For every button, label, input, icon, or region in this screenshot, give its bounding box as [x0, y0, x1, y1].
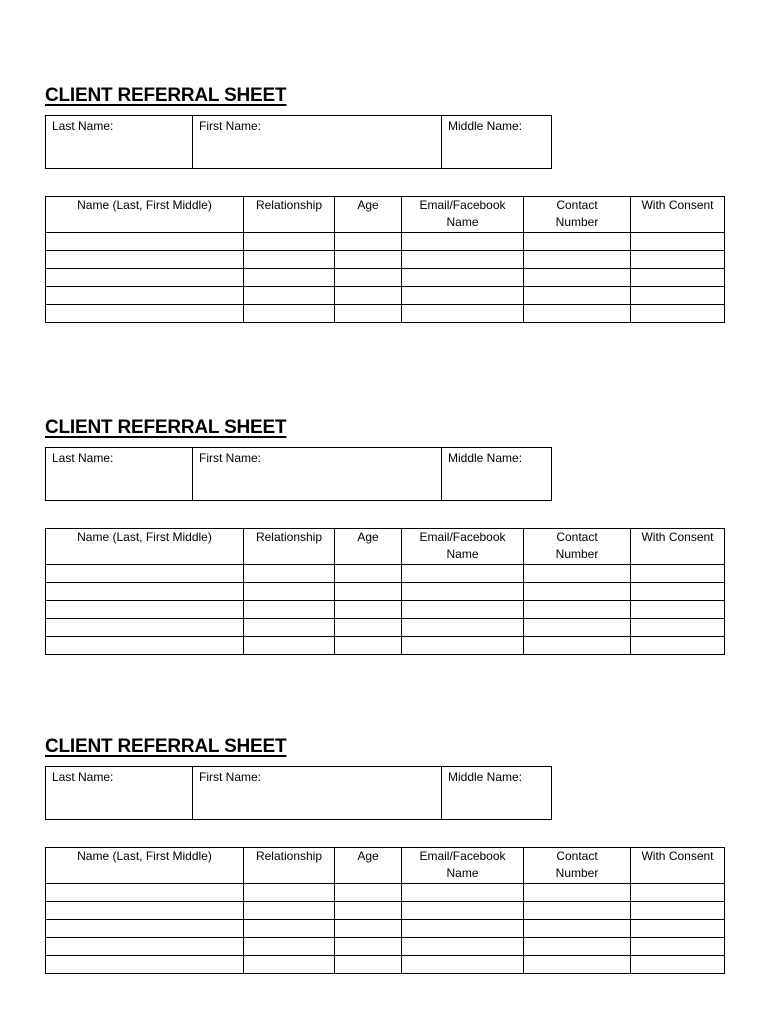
cell-contact[interactable] [524, 233, 631, 251]
cell-name[interactable] [46, 601, 244, 619]
table-row [46, 233, 725, 251]
cell-name[interactable] [46, 920, 244, 938]
referral-table [45, 196, 725, 323]
cell-contact[interactable] [524, 920, 631, 938]
cell-name[interactable] [46, 902, 244, 920]
cell-name[interactable] [46, 884, 244, 902]
col-header-relationship: Relationship [244, 197, 335, 233]
cell-consent[interactable] [631, 287, 725, 305]
cell-relationship[interactable] [244, 902, 335, 920]
cell-contact[interactable] [524, 938, 631, 956]
last-name-field[interactable] [46, 116, 193, 169]
cell-email[interactable] [402, 920, 524, 938]
cell-age[interactable] [335, 884, 402, 902]
col-header-relationship: Relationship [244, 529, 335, 565]
last-name-field[interactable] [46, 767, 193, 820]
table-row [46, 902, 725, 920]
referral-table [45, 528, 725, 655]
cell-contact[interactable] [524, 956, 631, 974]
sheet-title: CLIENT REFERRAL SHEET [45, 736, 287, 757]
cell-consent[interactable] [631, 233, 725, 251]
client-name-table [45, 447, 552, 501]
table-row [46, 938, 725, 956]
cell-contact[interactable] [524, 902, 631, 920]
cell-contact[interactable] [524, 269, 631, 287]
first-name-field[interactable] [193, 116, 442, 169]
table-row [46, 920, 725, 938]
first-name-label: First Name: [199, 119, 262, 133]
table-row [46, 583, 725, 601]
cell-relationship[interactable] [244, 565, 335, 583]
cell-relationship[interactable] [244, 938, 335, 956]
cell-email[interactable] [402, 305, 524, 323]
table-row [46, 884, 725, 902]
cell-name[interactable] [46, 233, 244, 251]
cell-age[interactable] [335, 251, 402, 269]
last-name-label: Last Name: [52, 770, 114, 784]
cell-age[interactable] [335, 619, 402, 637]
cell-contact[interactable] [524, 305, 631, 323]
col-header-contact: Contact Number [524, 848, 631, 884]
cell-email[interactable] [402, 251, 524, 269]
sheet-title: CLIENT REFERRAL SHEET [45, 417, 287, 438]
cell-relationship[interactable] [244, 601, 335, 619]
cell-relationship[interactable] [244, 287, 335, 305]
cell-age[interactable] [335, 920, 402, 938]
cell-contact[interactable] [524, 583, 631, 601]
cell-name[interactable] [46, 251, 244, 269]
cell-age[interactable] [335, 583, 402, 601]
col-header-email: Email/Facebook Name [402, 529, 524, 565]
cell-contact[interactable] [524, 251, 631, 269]
cell-contact[interactable] [524, 287, 631, 305]
first-name-label: First Name: [199, 451, 262, 465]
col-header-email: Email/Facebook Name [402, 197, 524, 233]
cell-email[interactable] [402, 637, 524, 655]
table-row [46, 269, 725, 287]
cell-name[interactable] [46, 565, 244, 583]
table-row [46, 637, 725, 655]
cell-contact[interactable] [524, 601, 631, 619]
first-name-label: First Name: [199, 770, 262, 784]
col-header-email: Email/Facebook Name [402, 848, 524, 884]
col-header-name: Name (Last, First Middle) [46, 848, 244, 884]
middle-name-field[interactable] [442, 116, 552, 169]
col-header-name: Name (Last, First Middle) [46, 197, 244, 233]
cell-age[interactable] [335, 956, 402, 974]
table-row [46, 956, 725, 974]
cell-consent[interactable] [631, 938, 725, 956]
cell-contact[interactable] [524, 637, 631, 655]
middle-name-label: Middle Name: [448, 770, 523, 784]
cell-consent[interactable] [631, 583, 725, 601]
client-name-table [45, 115, 552, 169]
sheet-title: CLIENT REFERRAL SHEET [45, 85, 287, 106]
cell-email[interactable] [402, 269, 524, 287]
middle-name-label: Middle Name: [448, 119, 523, 133]
cell-consent[interactable] [631, 956, 725, 974]
cell-email[interactable] [402, 565, 524, 583]
cell-age[interactable] [335, 637, 402, 655]
cell-consent[interactable] [631, 920, 725, 938]
col-header-consent: With Consent [631, 848, 725, 884]
cell-name[interactable] [46, 287, 244, 305]
cell-contact[interactable] [524, 565, 631, 583]
cell-email[interactable] [402, 884, 524, 902]
cell-name[interactable] [46, 956, 244, 974]
cell-email[interactable] [402, 601, 524, 619]
cell-age[interactable] [335, 601, 402, 619]
cell-email[interactable] [402, 902, 524, 920]
first-name-field[interactable] [193, 448, 442, 501]
cell-relationship[interactable] [244, 956, 335, 974]
col-header-relationship: Relationship [244, 848, 335, 884]
cell-consent[interactable] [631, 305, 725, 323]
middle-name-field[interactable] [442, 767, 552, 820]
cell-relationship[interactable] [244, 233, 335, 251]
cell-contact[interactable] [524, 619, 631, 637]
cell-relationship[interactable] [244, 884, 335, 902]
cell-consent[interactable] [631, 251, 725, 269]
referral-header-row [46, 197, 725, 233]
referral-header-row [46, 848, 725, 884]
cell-relationship[interactable] [244, 619, 335, 637]
cell-email[interactable] [402, 619, 524, 637]
referral-table [45, 847, 725, 974]
cell-age[interactable] [335, 305, 402, 323]
middle-name-label: Middle Name: [448, 451, 523, 465]
table-row [46, 619, 725, 637]
referral-header-row [46, 529, 725, 565]
cell-name[interactable] [46, 305, 244, 323]
middle-name-field[interactable] [442, 448, 552, 501]
last-name-field[interactable] [46, 448, 193, 501]
col-header-age: Age [335, 197, 402, 233]
cell-age[interactable] [335, 287, 402, 305]
cell-email[interactable] [402, 956, 524, 974]
cell-consent[interactable] [631, 619, 725, 637]
cell-relationship[interactable] [244, 637, 335, 655]
cell-age[interactable] [335, 938, 402, 956]
cell-name[interactable] [46, 637, 244, 655]
cell-consent[interactable] [631, 601, 725, 619]
table-row [46, 287, 725, 305]
cell-name[interactable] [46, 938, 244, 956]
client-name-table [45, 766, 552, 820]
cell-relationship[interactable] [244, 305, 335, 323]
col-header-name: Name (Last, First Middle) [46, 529, 244, 565]
cell-name[interactable] [46, 583, 244, 601]
col-header-consent: With Consent [631, 529, 725, 565]
first-name-field[interactable] [193, 767, 442, 820]
cell-relationship[interactable] [244, 920, 335, 938]
cell-name[interactable] [46, 269, 244, 287]
table-row [46, 565, 725, 583]
cell-name[interactable] [46, 619, 244, 637]
col-header-age: Age [335, 848, 402, 884]
cell-age[interactable] [335, 565, 402, 583]
cell-relationship[interactable] [244, 251, 335, 269]
cell-email[interactable] [402, 583, 524, 601]
table-row [46, 251, 725, 269]
cell-age[interactable] [335, 233, 402, 251]
cell-consent[interactable] [631, 902, 725, 920]
col-header-consent: With Consent [631, 197, 725, 233]
cell-consent[interactable] [631, 637, 725, 655]
last-name-label: Last Name: [52, 451, 114, 465]
cell-contact[interactable] [524, 884, 631, 902]
cell-email[interactable] [402, 287, 524, 305]
col-header-age: Age [335, 529, 402, 565]
last-name-label: Last Name: [52, 119, 114, 133]
cell-email[interactable] [402, 938, 524, 956]
cell-age[interactable] [335, 902, 402, 920]
cell-email[interactable] [402, 233, 524, 251]
cell-relationship[interactable] [244, 583, 335, 601]
col-header-contact: Contact Number [524, 529, 631, 565]
cell-consent[interactable] [631, 884, 725, 902]
cell-consent[interactable] [631, 269, 725, 287]
table-row [46, 305, 725, 323]
cell-age[interactable] [335, 269, 402, 287]
col-header-contact: Contact Number [524, 197, 631, 233]
table-row [46, 601, 725, 619]
cell-relationship[interactable] [244, 269, 335, 287]
cell-consent[interactable] [631, 565, 725, 583]
